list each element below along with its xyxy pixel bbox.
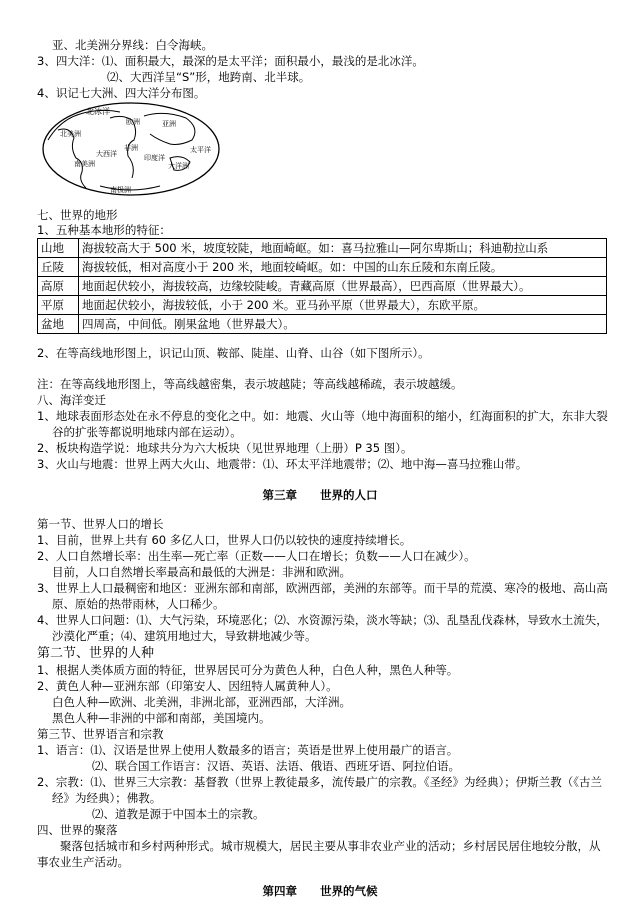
text-line: 3、火山与地震：世界上两大火山、地震带：⑴、环太平洋地震带；⑵、地中海—喜马拉雅山带。 bbox=[37, 457, 528, 471]
text-line: 4、世界人口问题：⑴、大气污染，环境恶化；⑵、水资源污染，淡水等缺；⑶、乱垦乱伐森林，导致水土流失， bbox=[37, 613, 608, 627]
section-heading: 四、世界的聚落 bbox=[37, 823, 118, 837]
text-line: 白色人种—欧洲、北美洲，非洲北部，亚洲西部，大洋洲。 bbox=[52, 695, 351, 709]
text-line: 黑色人种—非洲的中部和南部，美国境内。 bbox=[52, 711, 271, 725]
map-label: 南极洲 bbox=[110, 186, 131, 194]
text-line: 1、语言：⑴、汉语是世界上使用人数最多的语言；英语是世界上使用最广的语言。 bbox=[37, 743, 459, 757]
terrain-row bbox=[38, 239, 607, 258]
terrain-description: 海拔较高大于 500 米，坡度较陡，地面崎岖。如：喜马拉雅山—阿尔卑斯山；科迪勒拉山系 bbox=[79, 239, 607, 258]
text-line: 2、宗教：⑴、世界三大宗教：基督教（世界上教徒最多，流传最广的宗教。《圣经》为经典）；伊斯兰教（《古兰 bbox=[37, 775, 603, 789]
text-line: 2、人口自然增长率：出生率—死亡率（正数——人口在增长；负数——人口在减少）。 bbox=[37, 549, 476, 563]
terrain-row bbox=[38, 258, 607, 277]
map-label: 印度洋 bbox=[144, 154, 165, 162]
text-line: 原、原始的热带雨林，人口稀少。 bbox=[52, 597, 225, 611]
text-line: 注：在等高线地形图上，等高线越密集，表示坡越陡；等高线越稀疏，表示坡越缓。 bbox=[37, 377, 463, 391]
terrain-name: 盆地 bbox=[38, 315, 79, 334]
terrain-name: 平原 bbox=[38, 296, 79, 315]
text-line: 1、地球表面形态处在永不停息的变化之中。如：地震、火山等（地中海面积的缩小，红海面积的扩大，东非大裂 bbox=[37, 409, 608, 423]
map-label: 欧洲 bbox=[126, 118, 140, 126]
text-line: 2、在等高线地形图上，识记山顶、鞍部、陡崖、山脊、山谷（如下图所示）。 bbox=[37, 346, 430, 360]
chapter-title: 第四章 世界的气候 bbox=[262, 884, 378, 898]
text-line: ⑵、道教是源于中国本土的宗教。 bbox=[92, 807, 265, 821]
section-heading: 第一节、世界人口的增长 bbox=[37, 517, 164, 531]
chapter-title: 第三章 世界的人口 bbox=[262, 488, 378, 502]
map-label: 北冰洋 bbox=[86, 107, 110, 116]
text-line: 1、五种基本地形的特征： bbox=[37, 223, 171, 237]
terrain-row bbox=[38, 296, 607, 315]
text-line: 经》为经典）；佛教。 bbox=[52, 791, 162, 805]
terrain-description: 四周高，中间低。刚果盆地（世界最大）。 bbox=[79, 315, 607, 334]
map-label: 北美洲 bbox=[60, 130, 81, 138]
text-line: 聚落包括城市和乡村两种形式。城市规模大，居民主要从事非农业产业的活动；乡村居民居住地较分散，从 bbox=[60, 839, 601, 853]
map-label: 亚洲 bbox=[162, 120, 176, 128]
text-line: 事农业生产活动。 bbox=[37, 855, 129, 869]
terrain-name: 丘陵 bbox=[38, 258, 79, 277]
text-line: 亚、北美洲分界线：白令海峡。 bbox=[52, 38, 213, 52]
text-line: 沙漠化严重；⑷、建筑用地过大，导致耕地减少等。 bbox=[52, 629, 317, 643]
text-line: 4、识记七大洲、四大洋分布图。 bbox=[37, 86, 206, 100]
section-heading: 第三节、世界语言和宗教 bbox=[37, 727, 164, 741]
text-line: 目前，人口自然增长率最高和最低的大洲是：非洲和欧洲。 bbox=[52, 565, 351, 579]
section-heading: 八、海洋变迁 bbox=[37, 393, 106, 407]
text-line: 谷的扩张等都说明地球内部在运动）。 bbox=[52, 425, 242, 439]
text-line: 2、黄色人种—亚洲东部（印第安人、因纽特人属黄种人）。 bbox=[37, 679, 338, 693]
terrain-row bbox=[38, 277, 607, 296]
map-label: 大西洋 bbox=[96, 150, 117, 158]
section-heading: 七、世界的地形 bbox=[37, 208, 118, 222]
terrain-description: 地面起伏较小，海拔较高，边缘较陡峻。青藏高原（世界最高），巴西高原（世界最大）。 bbox=[79, 277, 607, 296]
text-line: 2、板块构造学说：地球共分为六大板块（见世界地理（上册）P 35 图）。 bbox=[37, 441, 413, 455]
world-map-sketch bbox=[40, 100, 222, 198]
map-label: 南美洲 bbox=[74, 160, 95, 168]
text-line: 1、根据人类体质方面的特征，世界居民可分为黄色人种，白色人种，黑色人种等。 bbox=[37, 663, 459, 677]
text-line: ⑵、大西洋呈“S”形，地跨南、北半球。 bbox=[107, 70, 311, 84]
map-label: 大洋洲 bbox=[168, 162, 189, 170]
map-label: 太平洋 bbox=[190, 146, 211, 154]
section-heading: 第二节、世界的人种 bbox=[37, 646, 155, 661]
terrain-table bbox=[37, 238, 607, 334]
text-line: ⑵、联合国工作语言：汉语、英语、法语、俄语、西班牙语、阿拉伯语。 bbox=[92, 759, 460, 773]
terrain-row bbox=[38, 315, 607, 334]
terrain-description: 海拔较低，相对高度小于 200 米，地面较崎岖。如：中国的山东丘陵和东南丘陵。 bbox=[79, 258, 607, 277]
terrain-name: 山地 bbox=[38, 239, 79, 258]
map-label: 非洲 bbox=[124, 144, 138, 152]
terrain-name: 高原 bbox=[38, 277, 79, 296]
text-line: 3、世界上人口最稠密和地区：亚洲东部和南部，欧洲西部，美洲的东部等。而干旱的荒漠、寒冷的极地、高山高 bbox=[37, 581, 608, 595]
text-line: 1、目前，世界上共有 60 多亿人口，世界人口仍以较快的速度持续增长。 bbox=[37, 533, 412, 547]
terrain-description: 地面起伏较小，海拔较低，小于 200 米。亚马孙平原（世界最大），东欧平原。 bbox=[79, 296, 607, 315]
text-line: 3、四大洋：⑴、面积最大，最深的是太平洋；面积最小，最浅的是北冰洋。 bbox=[37, 54, 424, 68]
